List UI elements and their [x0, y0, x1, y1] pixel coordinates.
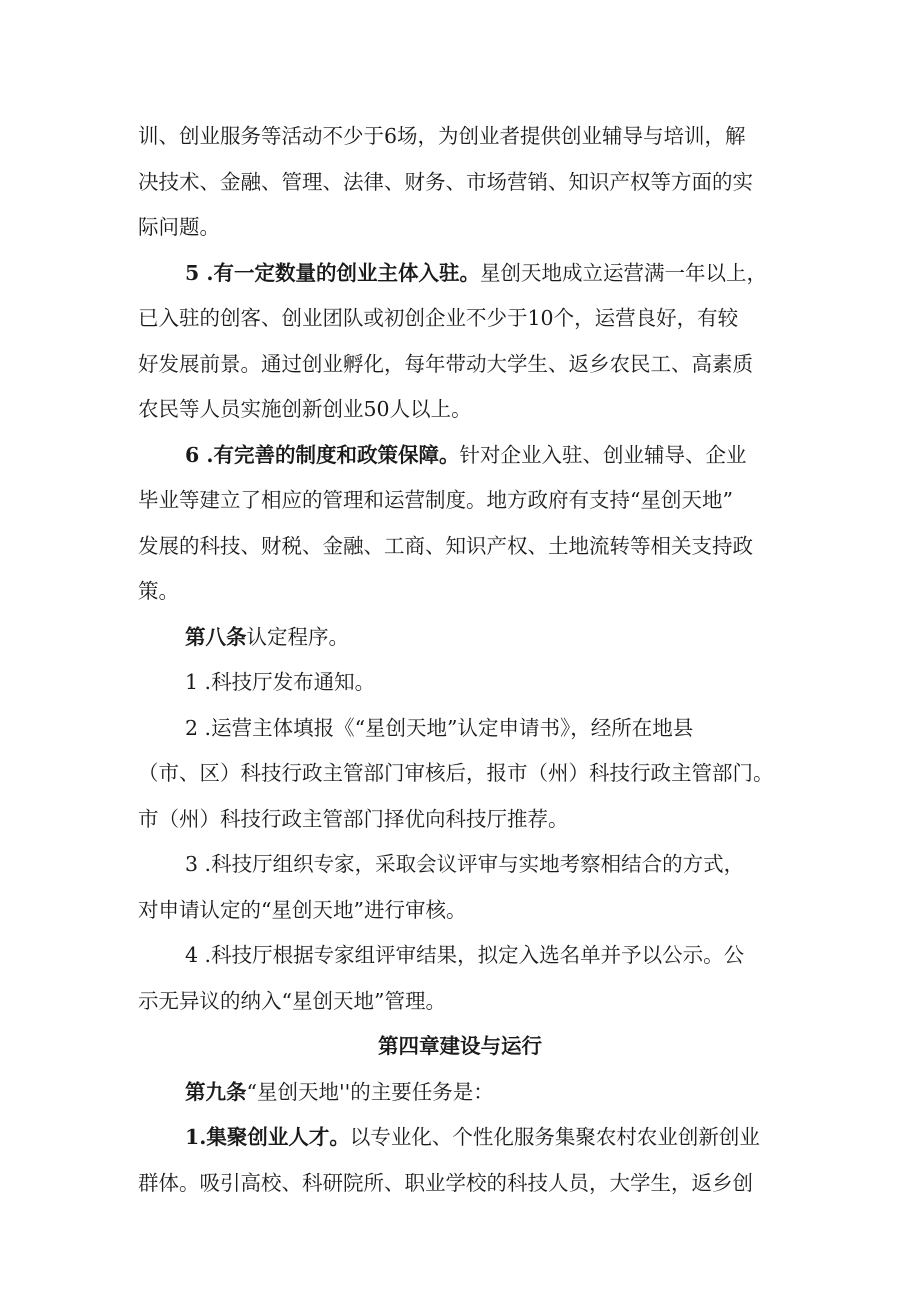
text-line: （市、区）科技行政主管部门审核后，报市（州）科技行政主管部门。 — [138, 761, 774, 785]
article-8-heading: 第八条 — [185, 625, 247, 649]
text-line: 1 .科技厅发布通知。 — [185, 670, 376, 694]
paragraph-item-6 — [0, 440, 920, 470]
text-line: 发展的科技、财税、金融、工商、知识产权、土地流转等相关支持政 — [138, 534, 753, 558]
text-line: 策。 — [138, 579, 179, 603]
text-line: 际问题。 — [138, 215, 220, 239]
paragraph-item-5 — [0, 258, 920, 288]
article-9-heading: 第九条 — [185, 1080, 247, 1104]
text-line: 市（州）科技行政主管部门择优向科技厅推荐。 — [138, 807, 569, 831]
text-line: 农民等人员实施创新创业50人以上。 — [138, 397, 472, 421]
text-line: 3 .科技厅组织专家，采取会议评审与实地考察相结合的方式， — [185, 852, 745, 876]
text-line: 4 .科技厅根据专家组评审结果，拟定入选名单并予以公示。公 — [185, 943, 745, 967]
text-line: 2 .运营主体填报《“星创天地”认定申请书》，经所在地县 — [185, 716, 694, 740]
text-line: 示无异议的纳入“星创天地”管理。 — [138, 989, 446, 1013]
text-line: 好发展前景。通过创业孵化，每年带动大学生、返乡农民工、高素质 — [138, 352, 753, 376]
article-9 — [0, 1077, 920, 1107]
article-8 — [0, 622, 920, 652]
item-5-heading: 5 .有一定数量的创业主体入驻。 — [185, 261, 481, 285]
text-line: 对申请认定的“星创天地”进行审核。 — [138, 898, 467, 922]
text-line: 毕业等建立了相应的管理和运营制度。地方政府有支持“星创天地” — [138, 488, 733, 512]
text-line: “星创天地''的主要任务是： — [246, 1080, 494, 1104]
text-line: 决技术、金融、管理、法律、财务、市场营销、知识产权等方面的实 — [138, 170, 753, 194]
task-1 — [0, 1122, 920, 1152]
task-1-heading: 1.集聚创业人才。 — [185, 1125, 350, 1149]
item-6-heading: 6 .有完善的制度和政策保障。 — [185, 443, 460, 467]
text-line: 针对企业入驻、创业辅导、企业 — [459, 443, 747, 467]
text-line: 已入驻的创客、创业团队或初创企业不少于10个，运营良好，有较 — [138, 306, 739, 330]
text-line: 认定程序。 — [246, 625, 349, 649]
text-line: 群体。吸引高校、科研院所、职业学校的科技人员，大学生，返乡创 — [138, 1171, 753, 1195]
text-line: 训、创业服务等活动不少于6场，为创业者提供创业辅导与培训，解 — [138, 124, 746, 148]
chapter-heading: 第四章建设与运行 — [378, 1034, 542, 1058]
text-line: 以专业化、个性化服务集聚农村农业创新创业 — [349, 1125, 760, 1149]
text-line: 星创天地成立运营满一年以上， — [480, 261, 768, 285]
